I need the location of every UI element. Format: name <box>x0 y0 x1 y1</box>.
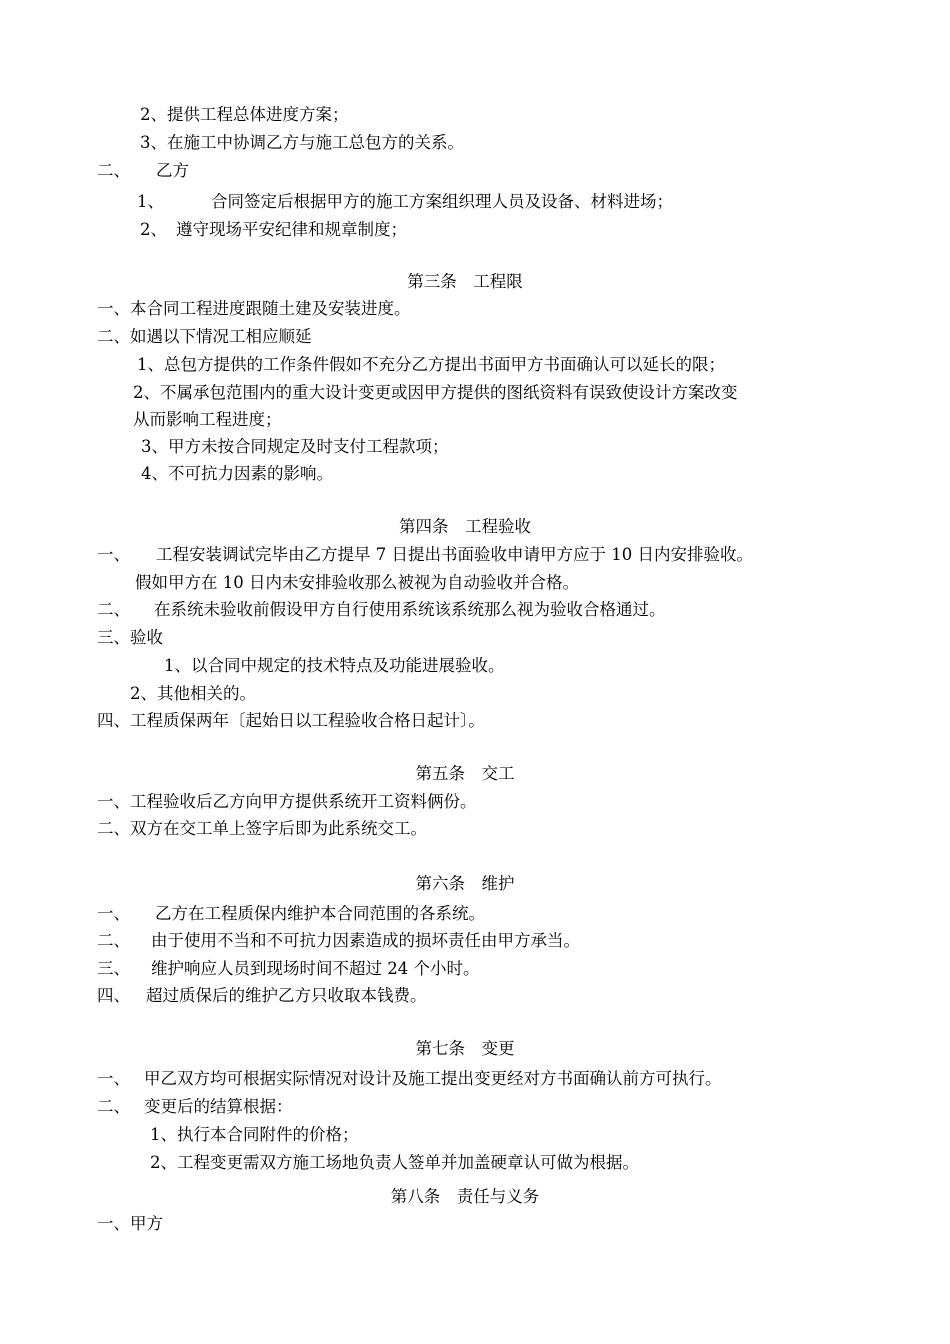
party-b-item-1-text: 合同签定后根据甲方的施工方案组织理人员及设备、材料进场； <box>211 192 673 211</box>
article-5-para-2: 二、双方在交工单上签字后即为此系统交工。 <box>97 819 427 838</box>
article-7-title: 第七条 变更 <box>415 1039 515 1058</box>
party-b-label: 乙方 <box>156 161 189 180</box>
article-7-para-1-number: 一、 <box>97 1069 130 1088</box>
article-4-para-2: 在系统未验收前假设甲方自行使用系统该系统那么视为验收合格通过。 <box>154 600 666 619</box>
article-3-title: 第三条 工程限 <box>407 272 523 291</box>
article-4-para-1-line-1: 工程安装调试完毕由乙方提早 7 日提出书面验收申请甲方应于 10 日内安排验收。 <box>156 545 753 564</box>
article-7-para-2: 变更后的结算根据： <box>144 1097 293 1116</box>
party-b-item-2-number: 2、 <box>140 220 167 239</box>
article-6-para-1: 乙方在工程质保内维护本合同范围的各系统。 <box>155 904 485 923</box>
party-b-item-2-text: 遵守现场平安纪律和规章制度； <box>176 220 407 239</box>
duty-item-2: 2、提供工程总体进度方案； <box>140 105 349 124</box>
article-5-para-1: 一、工程验收后乙方向甲方提供系统开工资料俩份。 <box>97 792 477 811</box>
article-3-item-2-line-2: 从而影响工程进度； <box>133 410 282 429</box>
article-6-para-1-number: 一、 <box>97 904 130 923</box>
article-3-item-3: 3、甲方未按合同规定及时支付工程款项； <box>141 437 449 456</box>
article-6-para-3-number: 三、 <box>97 959 130 978</box>
article-7-item-2: 2、工程变更需双方施工场地负责人签单并加盖硬章认可做为根据。 <box>150 1153 639 1172</box>
article-6-para-3: 维护响应人员到现场时间不超过 24 个小时。 <box>151 959 480 978</box>
article-4-item-1: 1、以合同中规定的技术特点及功能进展验收。 <box>164 656 505 675</box>
article-5-title: 第五条 交工 <box>415 764 515 783</box>
article-3-para-2: 二、如遇以下情况工相应顺延 <box>97 327 312 346</box>
article-4-para-3: 三、验收 <box>97 628 163 647</box>
article-6-title: 第六条 维护 <box>415 874 515 893</box>
article-7-item-1: 1、执行本合同附件的价格； <box>150 1125 359 1144</box>
article-4-title: 第四条 工程验收 <box>399 517 531 536</box>
article-3-item-4: 4、不可抗力因素的影响。 <box>141 464 333 483</box>
article-4-para-4: 四、工程质保两年〔起始日以工程验收合格日起计〕。 <box>97 711 485 730</box>
article-6-para-2-number: 二、 <box>97 931 130 950</box>
article-3-item-1: 1、总包方提供的工作条件假如不充分乙方提出书面甲方书面确认可以延长的限； <box>137 355 725 374</box>
article-6-para-4: 超过质保后的维护乙方只收取本钱费。 <box>146 986 427 1005</box>
duty-item-3: 3、在施工中协调乙方与施工总包方的关系。 <box>140 133 464 152</box>
party-b-number: 二、 <box>97 161 130 180</box>
article-8-para-1: 一、甲方 <box>97 1214 163 1233</box>
article-8-title: 第八条 责任与义务 <box>390 1187 540 1206</box>
article-4-item-2: 2、其他相关的。 <box>130 684 256 703</box>
article-3-para-1: 一、本合同工程进度跟随土建及安装进度。 <box>97 299 411 318</box>
article-7-para-2-number: 二、 <box>97 1097 130 1116</box>
article-3-item-2-line-1: 2、不属承包范围内的重大设计变更或因甲方提供的图纸资料有误致使设计方案改变 <box>133 383 738 402</box>
article-7-para-1: 甲乙双方均可根据实际情况对设计及施工提出变更经对方书面确认前方可执行。 <box>144 1069 722 1088</box>
party-b-item-1-number: 1、 <box>137 192 164 211</box>
article-4-para-2-number: 二、 <box>97 600 130 619</box>
article-4-para-1-line-2: 假如甲方在 10 日内未安排验收那么被视为自动验收并合格。 <box>135 573 579 592</box>
article-6-para-4-number: 四、 <box>97 986 130 1005</box>
article-4-para-1-number: 一、 <box>97 545 130 564</box>
article-6-para-2: 由于使用不当和不可抗力因素造成的损坏责任由甲方承当。 <box>151 931 580 950</box>
